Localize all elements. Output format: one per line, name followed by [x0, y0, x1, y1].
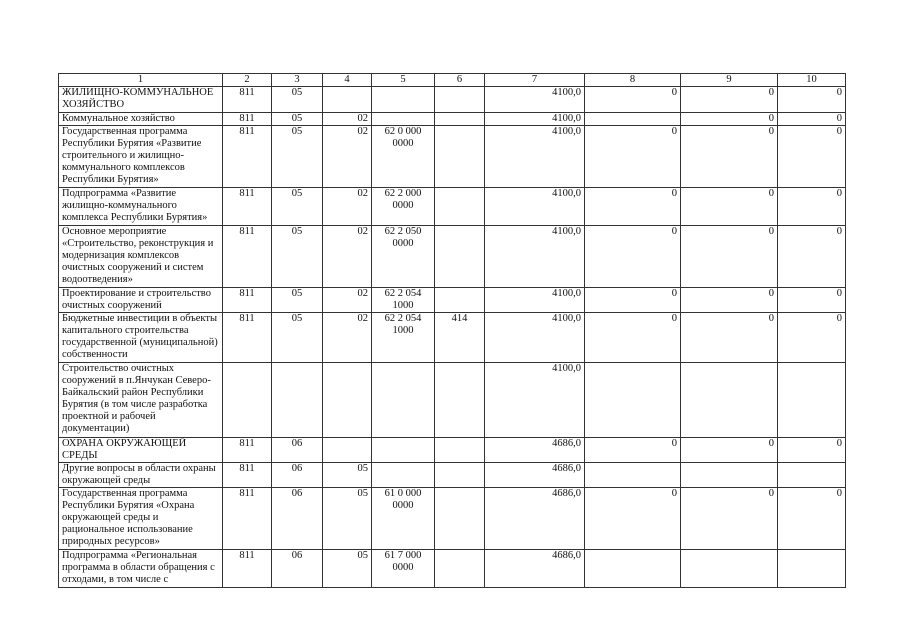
subsection-cell: [323, 363, 372, 438]
value-cell: 0: [585, 313, 681, 363]
target-article-cell: [372, 438, 435, 463]
subsection-cell: 05: [323, 463, 372, 488]
column-header: 6: [435, 74, 485, 87]
table-row: [59, 113, 846, 126]
section-cell: 05: [272, 126, 323, 188]
value-cell: [681, 363, 778, 438]
column-header: 2: [223, 74, 272, 87]
table-row: [59, 87, 846, 113]
value-cell: 0: [681, 226, 778, 288]
value-cell: 0: [681, 438, 778, 463]
row-name-cell: Бюджетные инвестиции в объекты капитального строительства государственной (муниципальной) собственности: [59, 313, 223, 363]
value-cell: 0: [585, 288, 681, 313]
expense-type-cell: [435, 550, 485, 588]
expense-type-cell: [435, 126, 485, 188]
amount-cell: 4686,0: [485, 550, 585, 588]
column-header: 7: [485, 74, 585, 87]
target-article-cell: [372, 463, 435, 488]
code-cell: [223, 363, 272, 438]
value-cell: 0: [585, 226, 681, 288]
value-cell: [585, 363, 681, 438]
expense-type-cell: [435, 87, 485, 113]
value-cell: [585, 113, 681, 126]
target-article-cell: [372, 87, 435, 113]
target-article-cell: 61 7 000 0000: [372, 550, 435, 588]
table-row: [59, 288, 846, 313]
value-cell: [585, 550, 681, 588]
column-header: 3: [272, 74, 323, 87]
row-name-cell: Подпрограмма «Региональная программа в области обращения с отходами, в том числе с: [59, 550, 223, 588]
section-cell: 05: [272, 113, 323, 126]
code-cell: 811: [223, 226, 272, 288]
section-cell: 06: [272, 550, 323, 588]
column-header: 5: [372, 74, 435, 87]
target-article-cell: [372, 363, 435, 438]
amount-cell: 4100,0: [485, 126, 585, 188]
expense-type-cell: [435, 488, 485, 550]
value-cell: 0: [681, 188, 778, 226]
section-cell: 05: [272, 288, 323, 313]
row-name-cell: Основное мероприятие «Строительство, реконструкция и модернизация комплексов очистных сооружений и систем водоотведения»: [59, 226, 223, 288]
expense-type-cell: [435, 363, 485, 438]
value-cell: [778, 550, 846, 588]
value-cell: 0: [681, 488, 778, 550]
amount-cell: 4100,0: [485, 288, 585, 313]
expense-type-cell: [435, 438, 485, 463]
value-cell: 0: [778, 313, 846, 363]
amount-cell: 4100,0: [485, 113, 585, 126]
amount-cell: 4100,0: [485, 363, 585, 438]
code-cell: 811: [223, 87, 272, 113]
table-body: [59, 74, 846, 588]
amount-cell: 4686,0: [485, 463, 585, 488]
value-cell: 0: [681, 113, 778, 126]
subsection-cell: 02: [323, 188, 372, 226]
value-cell: 0: [585, 438, 681, 463]
target-article-cell: [372, 113, 435, 126]
value-cell: 0: [778, 126, 846, 188]
column-header: 10: [778, 74, 846, 87]
value-cell: 0: [681, 87, 778, 113]
amount-cell: 4100,0: [485, 87, 585, 113]
subsection-cell: 02: [323, 226, 372, 288]
code-cell: 811: [223, 463, 272, 488]
row-name-cell: Подпрограмма «Развитие жилищно-коммунального комплекса Республики Бурятия»: [59, 188, 223, 226]
value-cell: 0: [681, 313, 778, 363]
table-row: [59, 550, 846, 588]
amount-cell: 4686,0: [485, 488, 585, 550]
subsection-cell: [323, 87, 372, 113]
value-cell: 0: [778, 113, 846, 126]
expense-type-cell: [435, 226, 485, 288]
value-cell: 0: [778, 188, 846, 226]
value-cell: 0: [681, 288, 778, 313]
value-cell: 0: [778, 438, 846, 463]
value-cell: 0: [778, 226, 846, 288]
target-article-cell: 62 2 050 0000: [372, 226, 435, 288]
row-name-cell: Проектирование и строительство очистных сооружений: [59, 288, 223, 313]
value-cell: [681, 463, 778, 488]
row-name-cell: Другие вопросы в области охраны окружающей среды: [59, 463, 223, 488]
table-row: [59, 463, 846, 488]
amount-cell: 4100,0: [485, 188, 585, 226]
target-article-cell: 62 2 000 0000: [372, 188, 435, 226]
code-cell: 811: [223, 188, 272, 226]
value-cell: 0: [778, 288, 846, 313]
column-header: 8: [585, 74, 681, 87]
section-cell: 06: [272, 438, 323, 463]
row-name-cell: Государственная программа Республики Бурятия «Развитие строительного и жилищно-коммунального комплексов Республики Бурятия»: [59, 126, 223, 188]
value-cell: 0: [585, 188, 681, 226]
value-cell: 0: [681, 126, 778, 188]
code-cell: 811: [223, 313, 272, 363]
row-name-cell: Коммунальное хозяйство: [59, 113, 223, 126]
section-cell: 05: [272, 188, 323, 226]
section-cell: 05: [272, 226, 323, 288]
section-cell: [272, 363, 323, 438]
subsection-cell: 05: [323, 550, 372, 588]
subsection-cell: 02: [323, 126, 372, 188]
value-cell: 0: [585, 488, 681, 550]
target-article-cell: 62 0 000 0000: [372, 126, 435, 188]
section-cell: 06: [272, 488, 323, 550]
code-cell: 811: [223, 550, 272, 588]
code-cell: 811: [223, 438, 272, 463]
amount-cell: 4100,0: [485, 226, 585, 288]
amount-cell: 4100,0: [485, 313, 585, 363]
code-cell: 811: [223, 113, 272, 126]
row-name-cell: ОХРАНА ОКРУЖАЮЩЕЙ СРЕДЫ: [59, 438, 223, 463]
column-header: 1: [59, 74, 223, 87]
column-header: 9: [681, 74, 778, 87]
expense-type-cell: [435, 288, 485, 313]
row-name-cell: ЖИЛИЩНО-КОММУНАЛЬНОЕ ХОЗЯЙСТВО: [59, 87, 223, 113]
value-cell: [681, 550, 778, 588]
column-header: 4: [323, 74, 372, 87]
row-name-cell: Строительство очистных сооружений в п.Янчукан Северо-Байкальский район Республики Бурятия (в том числе разработка проектной и рабочей документации): [59, 363, 223, 438]
table-row: [59, 226, 846, 288]
subsection-cell: 02: [323, 288, 372, 313]
value-cell: 0: [778, 488, 846, 550]
expense-type-cell: [435, 463, 485, 488]
value-cell: [778, 463, 846, 488]
target-article-cell: 62 2 054 1000: [372, 313, 435, 363]
code-cell: 811: [223, 126, 272, 188]
section-cell: 05: [272, 87, 323, 113]
value-cell: 0: [585, 126, 681, 188]
subsection-cell: [323, 438, 372, 463]
table-row: [59, 438, 846, 463]
value-cell: 0: [585, 87, 681, 113]
section-cell: 06: [272, 463, 323, 488]
value-cell: [585, 463, 681, 488]
subsection-cell: 02: [323, 113, 372, 126]
expense-type-cell: [435, 188, 485, 226]
row-name-cell: Государственная программа Республики Бурятия «Охрана окружающей среды и рациональное использование природных ресурсов»: [59, 488, 223, 550]
table-row: [59, 126, 846, 188]
document-page: [58, 73, 846, 588]
target-article-cell: 62 2 054 1000: [372, 288, 435, 313]
value-cell: 0: [778, 87, 846, 113]
table-header-row: [59, 74, 846, 87]
code-cell: 811: [223, 488, 272, 550]
amount-cell: 4686,0: [485, 438, 585, 463]
table-row: [59, 188, 846, 226]
target-article-cell: 61 0 000 0000: [372, 488, 435, 550]
subsection-cell: 05: [323, 488, 372, 550]
table-row: [59, 488, 846, 550]
expense-type-cell: [435, 113, 485, 126]
section-cell: 05: [272, 313, 323, 363]
code-cell: 811: [223, 288, 272, 313]
expense-type-cell: 414: [435, 313, 485, 363]
budget-table: [58, 73, 846, 588]
value-cell: [778, 363, 846, 438]
subsection-cell: 02: [323, 313, 372, 363]
table-row: [59, 313, 846, 363]
table-row: [59, 363, 846, 438]
